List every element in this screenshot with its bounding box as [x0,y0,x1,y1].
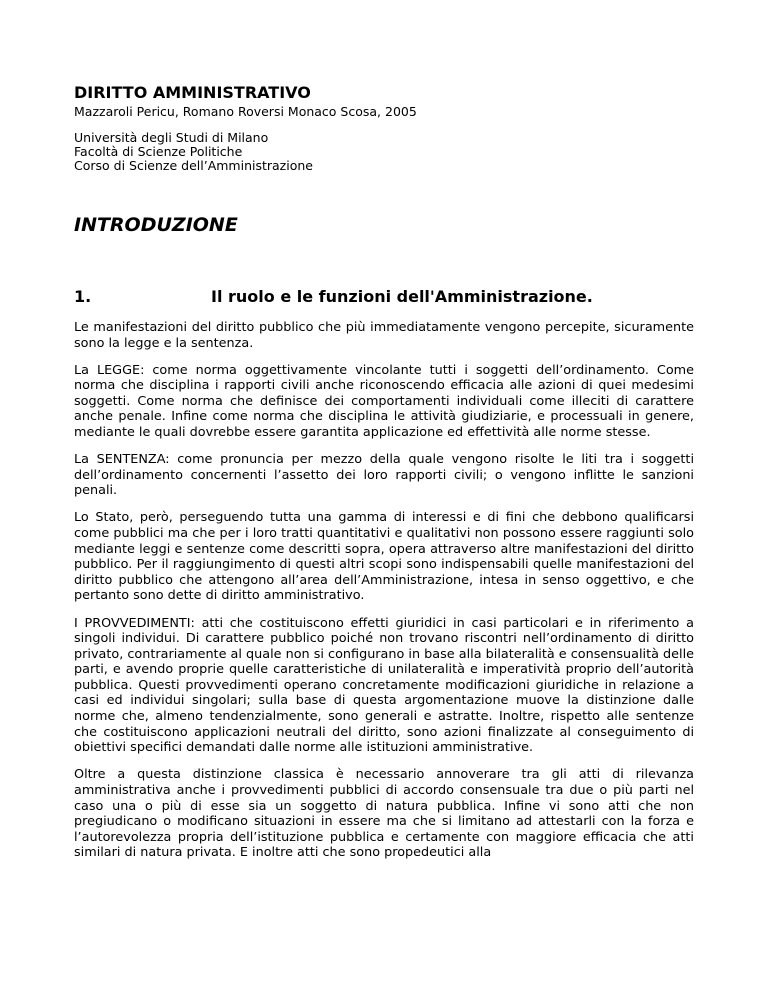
institution-faculty: Facoltà di Scienze Politiche [74,144,243,159]
paragraph-intro: Le manifestazioni del diritto pubblico che più immediatamente vengono percepite, sicuramente sono la legge e la sentenza. [74,320,694,351]
institution-course: Corso di Scienze dell’Amministrazione [74,158,313,173]
paragraph-atti: Oltre a questa distinzione classica è necessario annoverare tra gli atti di rilevanza amministrativa anche i provvedimenti pubblici di accordo consensuale tra due o più parti nel caso una o più di esse sia un soggetto di natura pubblica. Infine vi sono atti che non pregiudicano o modificano situazioni in essere ma che si limitano ad attestarli con la forza e l’autorevolezza propria dell’istituzione pubblica e certamente con maggiore efficacia che atti similari di natura privata. E inoltre atti che sono propedeutici alla [74,767,694,861]
section-title: INTRODUZIONE [74,214,238,236]
paragraph-stato: Lo Stato, però, perseguendo tutta una gamma di interessi e di fini che debbono qualificarsi come pubblici ma che per i loro tratti quantitativi e qualitativi non possono essere raggiunti solo mediante leggi e sentenze come descritti sopra, opera attraverso altre manifestazioni del diritto pubblico. Per il raggiungimento di questi altri scopi sono indispensabili quelle manifestazioni del diritto pubblico che attengono all’area dell’Amministrazione, intesa in senso oggettivo, e che pertanto sono dette di diritto amministrativo. [74,510,694,604]
paragraph-sentenza: La SENTENZA: come pronuncia per mezzo della quale vengono risolte le liti tra i soggetti dell’ordinamento concernenti l’assetto dei loro rapporti civili; o vengono inflitte le sanzioni penali. [74,452,694,499]
institution-university: Università degli Studi di Milano [74,130,269,145]
document-title: DIRITTO AMMINISTRATIVO [74,83,311,102]
document-authors: Mazzaroli Pericu, Romano Roversi Monaco Scosa, 2005 [74,104,417,119]
body-text [74,320,694,872]
chapter-title: Il ruolo e le funzioni dell'Amministrazione. [211,287,593,306]
institution-block [74,131,313,173]
paragraph-provvedimenti: I PROVVEDIMENTI: atti che costituiscono effetti giuridici in casi particolari e in riferimento a singoli individui. Di carattere pubblico poiché non trovano riscontri nell’ordinamento di diritto privato, contrariamente al quale non si configurano in base alla bilateralità e consensualità delle parti, e avendo proprie quelle caratteristiche di unilateralità e imperatività proprio dell’autorità pubblica. Questi provvedimenti operano concretamente modificazioni giuridiche in relazione a casi ed individui singolari; sulla base di questa argomentazione muove la distinzione dalle norme che, almeno tendenzialmente, sono generali e astratte. Inoltre, rispetto alle sentenze che costituiscono applicazioni neutrali del diritto, sono azioni finalizzate al conseguimento di obiettivi specifici demandati dalle norme alle istituzioni amministrative. [74,615,694,756]
paragraph-legge: La LEGGE: come norma oggettivamente vincolante tutti i soggetti dell’ordinamento. Come norma che disciplina i rapporti civili anche riconoscendo efficacia alle azioni di quei medesimi soggetti. Come norma che definisce dei comportamenti individuali come illeciti di carattere anche penale. Infine come norma che disciplina le attività giudiziarie, e processuali in genere, mediante le quali dovrebbe essere garantita applicazione ed effettività alle norme stesse. [74,362,694,441]
chapter-number: 1. [74,287,92,306]
